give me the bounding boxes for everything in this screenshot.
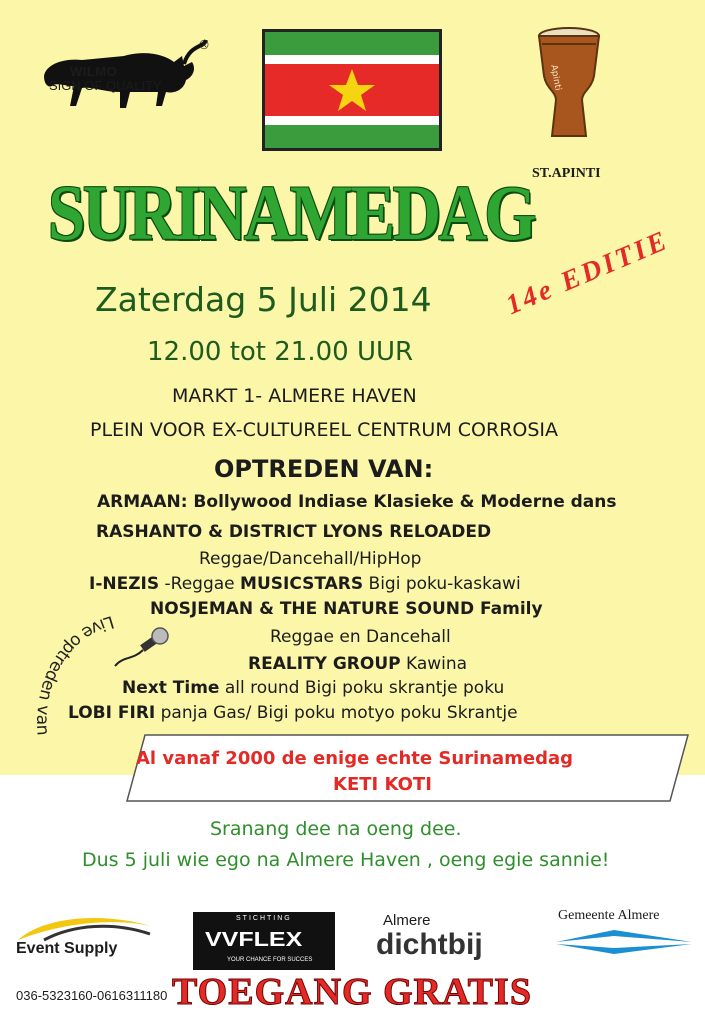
brand-name: WILMO: [70, 64, 118, 79]
vvflex-tagline: YOUR CHANCE FOR SUCCES: [227, 957, 313, 963]
banner-line-2: KETI KOTI: [333, 774, 432, 795]
performer-desc: Reggae/Dancehall/HipHop: [199, 549, 422, 569]
slogan-line-2: Dus 5 juli wie ego na Almere Haven , oeng egie sannie!: [82, 849, 610, 871]
performer-desc: panja Gas/ Bigi poku motyo poku Skrantje: [155, 703, 518, 723]
performer-name: LOBI FIRI: [68, 703, 156, 723]
svg-text:Live optreden van: [32, 611, 116, 736]
drum-icon: [534, 26, 604, 142]
almere-dichtbij-label: dichtbij: [376, 928, 483, 961]
gemeente-almere-logo-icon: [554, 928, 694, 956]
gemeente-almere-label: Gemeente Almere: [558, 908, 660, 923]
performer-line: [150, 599, 543, 619]
slogan-line-1: Sranang dee na oeng dee.: [210, 818, 462, 840]
performer-name: ARMAAN:: [97, 492, 188, 512]
banner-line-1: Al vanaf 2000 de enige echte Surinamedag: [136, 748, 574, 769]
performer-line: [199, 549, 421, 569]
organizer-label: ST.APINTI: [532, 166, 601, 181]
performer-name: I-NEZIS: [89, 574, 160, 594]
performer-line: [89, 574, 521, 594]
registered-mark: ®: [198, 38, 210, 52]
performer-desc: all round Bigi poku skrantje poku: [219, 678, 505, 698]
performer-desc: Kawina: [400, 654, 468, 674]
performer-line: [68, 703, 518, 723]
performer-line: [270, 627, 451, 647]
performer-line: [248, 654, 467, 674]
performer-name: RASHANTO & DISTRICT LYONS RELOADED: [96, 522, 492, 542]
performer-desc: Bigi poku-kaskawi: [363, 574, 521, 594]
performer-line: [96, 522, 491, 542]
page-title: SURINAMEDAG: [48, 169, 534, 256]
address-line-2: PLEIN VOOR EX-CULTUREEL CENTRUM CORROSIA: [90, 419, 559, 441]
event-supply-logo-icon: [14, 912, 154, 942]
vvflex-top-label: STICHTING: [236, 915, 292, 922]
edition-label: 14e EDITIE: [501, 224, 674, 322]
event-supply-label: Event Supply: [16, 940, 118, 957]
performer-name: NOSJEMAN & THE NATURE SOUND Family: [150, 599, 543, 619]
performer-desc: Reggae en Dancehall: [270, 627, 451, 647]
event-time: 12.00 tot 21.00 UUR: [147, 337, 414, 367]
performer-name: Next Time: [122, 678, 220, 698]
live-label: Live optreden van: [32, 611, 117, 737]
live-performances-curved-text: [12, 596, 132, 836]
drum-label: Apinti: [548, 64, 563, 92]
address-line-1: MARKT 1- ALMERE HAVEN: [172, 385, 417, 407]
suriname-flag-icon: [262, 29, 442, 151]
performers-header: OPTREDEN VAN:: [214, 455, 434, 483]
performer-line: [122, 678, 504, 698]
phone-number: 036-5323160-0616311180: [16, 988, 168, 1003]
almere-small-label: Almere: [383, 912, 431, 929]
admission-label: TOEGANG GRATIS: [172, 971, 532, 1013]
performer-name: REALITY GROUP: [248, 654, 401, 674]
vvflex-label: VVFLEX: [205, 929, 303, 951]
performer-desc: -Reggae: [159, 574, 241, 594]
brand-tagline: SIGN OF QUALITY: [49, 78, 162, 93]
event-date: Zaterdag 5 Juli 2014: [95, 280, 432, 319]
performer-line: [97, 492, 617, 512]
performer-desc: Bollywood Indiase Klasieke & Moderne dans: [187, 492, 617, 512]
performer-name: MUSICSTARS: [240, 574, 364, 594]
